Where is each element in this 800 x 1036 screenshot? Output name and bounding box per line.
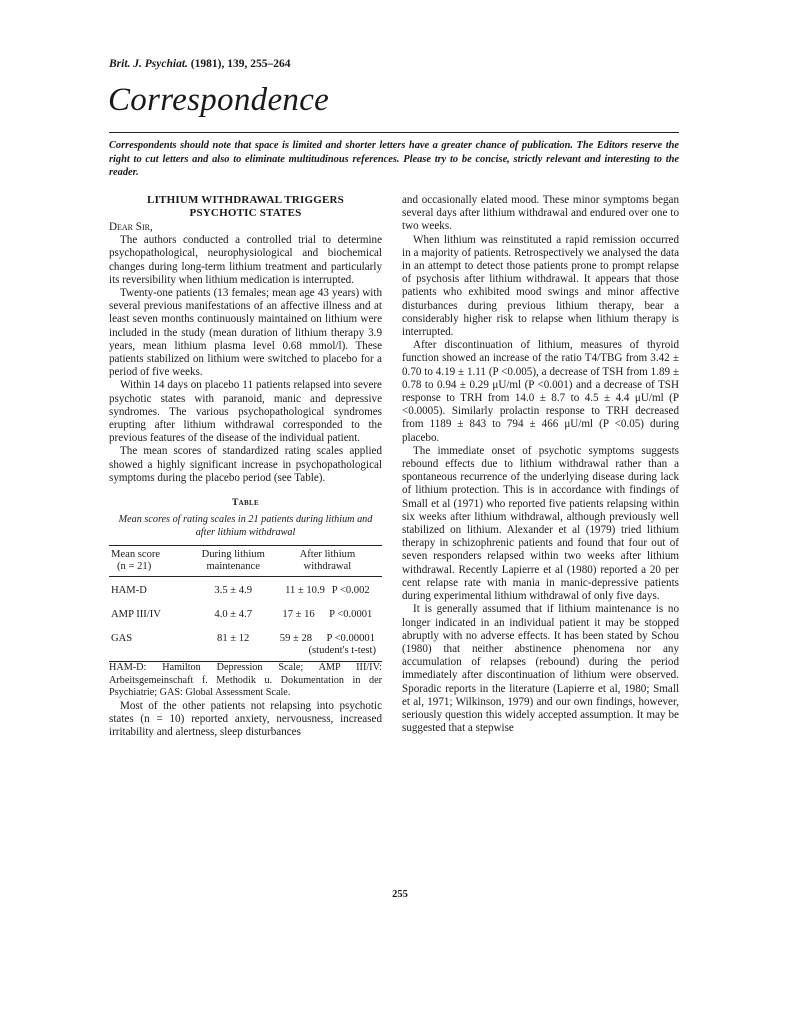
after-score: 11 ± 10.9 P <0.002: [285, 585, 370, 597]
p-value: P <0.00001: [326, 633, 375, 645]
table-footnote: HAM-D: Hamilton Depression Scale; AMP III/IV: Arbeitsgemeinschaft f. Methodik u. Dokumentation in der Psychiatrie; GAS: Global Assessment Scale.: [109, 662, 382, 699]
correspondence-notice: Correspondents should note that space is limited and shorter letters have a greater chance of publication. The Editors reserve the right to cut letters and also to eliminate multitudinous references. Please try to be concise, strictly relevant and interesting to the reader.: [109, 140, 679, 178]
table-caption: Mean scores of rating scales in 21 patients during lithium and after lithium withdrawal: [118, 514, 373, 538]
after-score: 17 ± 16 P <0.0001: [282, 609, 373, 621]
article-title-line2: PSYCHOTIC STATES: [189, 207, 302, 219]
body-paragraph: Twenty-one patients (13 females; mean age 43 years) with several previous manifestations of an affective illness and at least seven months continuously maintained on lithium were included in the study (mean duration of lithium therapy 3.9 years, mean lithium plasma level 0.68 mmol/l). These patients stabilized on lithium were switched to placebo for a period of five weeks.: [109, 287, 382, 379]
body-paragraph: After discontinuation of lithium, measures of thyroid function showed an increase of the ratio T4/TBG from 3.42 ± 0.70 to 4.19 ± 1.11 (P <0.005), a decrease of TSH from 1.89 ± 0.78 to 0.94 ± 0.29 μU/ml (P <0.001) and a decrease of TSH response to TRH from 14.0 ± 8.7 to 4.5 ± 4.4 μU/ml (P <0.0005). Similarly prolactin response to TRH decreased from 1189 ± 843 to 794 ± 466 μU/ml (P <0.05) during placebo.: [402, 339, 679, 444]
during-score: 81 ± 12: [217, 633, 250, 645]
scale-name: AMP III/IV: [111, 609, 161, 621]
body-paragraph: The mean scores of standardized rating scales applied showed a highly significant increase in psychopathological symptoms during the placebo period (see Table).: [109, 445, 382, 484]
body-paragraph: Within 14 days on placebo 11 patients relapsed into severe psychotic states with paranoid, manic and depressive syndromes. The various psychopathological syndromes erupting after lithium withdrawal corresponded to the previous features of the disease of the individual patient.: [109, 379, 382, 445]
salutation: Dear Sir,: [109, 221, 153, 233]
p-value: P <0.0001: [329, 609, 373, 621]
rating-scores-table: [109, 545, 382, 662]
body-paragraph: The authors conducted a controlled trial to determine psychopathological, neurophysiological and biochemical changes during long-term lithium treatment and particularly its reversibility when lithium medication is interrupted.: [109, 234, 382, 286]
article-title-line1: LITHIUM WITHDRAWAL TRIGGERS: [147, 194, 344, 206]
journal-abbrev: Brit. J. Psychiat.: [109, 58, 188, 70]
page-number: 255: [392, 889, 408, 900]
after-score: 59 ± 28 P <0.00001 (student's t-test): [273, 625, 382, 662]
body-paragraph: When lithium was reinstituted a rapid remission occurred in a majority of patients. Retrospectively we analysed the data in an attempt to detect those patients prone to prompt relapse of psychosis after lithium withdrawal. It appears that those patients who exhibited mood swings and minor affective disturbances during previous lithium therapy, bear a considerably higher risk to relapse when lithium therapy is interrupted.: [402, 233, 679, 339]
body-paragraph: and occasionally elated mood. These minor symptoms began several days after lithium withdrawal and endured over one to two weeks.: [402, 194, 679, 233]
during-score: 3.5 ± 4.9: [214, 585, 252, 597]
table-label: Table: [232, 498, 259, 509]
body-paragraph: The immediate onset of psychotic symptoms suggests rebound effects due to lithium withdrawal rather than a spontaneous recurrence of the underlying disease during lack of lithium protection. This is in accordance with findings of Small et al (1971) who reported five patients relapsing within six weeks after lithium withdrawal, although previously well stabilized on lithium. Alexander et al (1979) tried lithium therapy in schizophrenic patients and found that four out of seven responders relapsed within two weeks after lithium withdrawal. Recently Lapierre et al (1980) reported a 20 per cent relapse rate with mania in manic-depressive patients during experimental lithium withdrawal of only five days.: [402, 444, 679, 603]
header-during-lithium: During lithium maintenance: [201, 549, 265, 573]
test-note: (student's t-test): [308, 645, 376, 657]
scale-name: HAM-D: [111, 585, 147, 597]
journal-citation: [109, 58, 290, 70]
table-row: [109, 601, 382, 625]
article-title: [109, 194, 382, 220]
title-rule: [109, 132, 679, 133]
right-column: [402, 194, 679, 735]
table-row: [109, 577, 382, 602]
citation-details: (1981), 139, 255–264: [187, 58, 291, 70]
p-value: P <0.002: [331, 585, 370, 597]
section-title: Correspondence: [108, 82, 330, 118]
left-column: [109, 194, 382, 739]
table-row: [109, 625, 382, 662]
table-header-row: [109, 546, 382, 577]
header-after-lithium: After lithium withdrawal: [299, 549, 356, 573]
body-paragraph: Most of the other patients not relapsing into psychotic states (n = 10) reported anxiety, nervousness, increased irritability and alertness, sleep disturbances: [109, 699, 382, 739]
body-paragraph: It is generally assumed that if lithium maintenance is no longer indicated in an individual patient it may be stopped abruptly with no adverse effects. It has been stated by Schou (1980) that neither abstinence phenomena nor any accumulation of relapses (rebound) during the period immediately after discontinuation of lithium were observed. Sporadic reports in the literature (Lapierre et al, 1980; Small et al, 1971; Wilkinson, 1979) and our own findings, however, seriously question this widely accepted assumption. It may be suggested that a stepwise: [402, 603, 679, 735]
during-score: 4.0 ± 4.7: [214, 609, 252, 621]
header-mean-score: Mean score (n = 21): [111, 549, 161, 573]
scale-name: GAS: [111, 633, 133, 645]
